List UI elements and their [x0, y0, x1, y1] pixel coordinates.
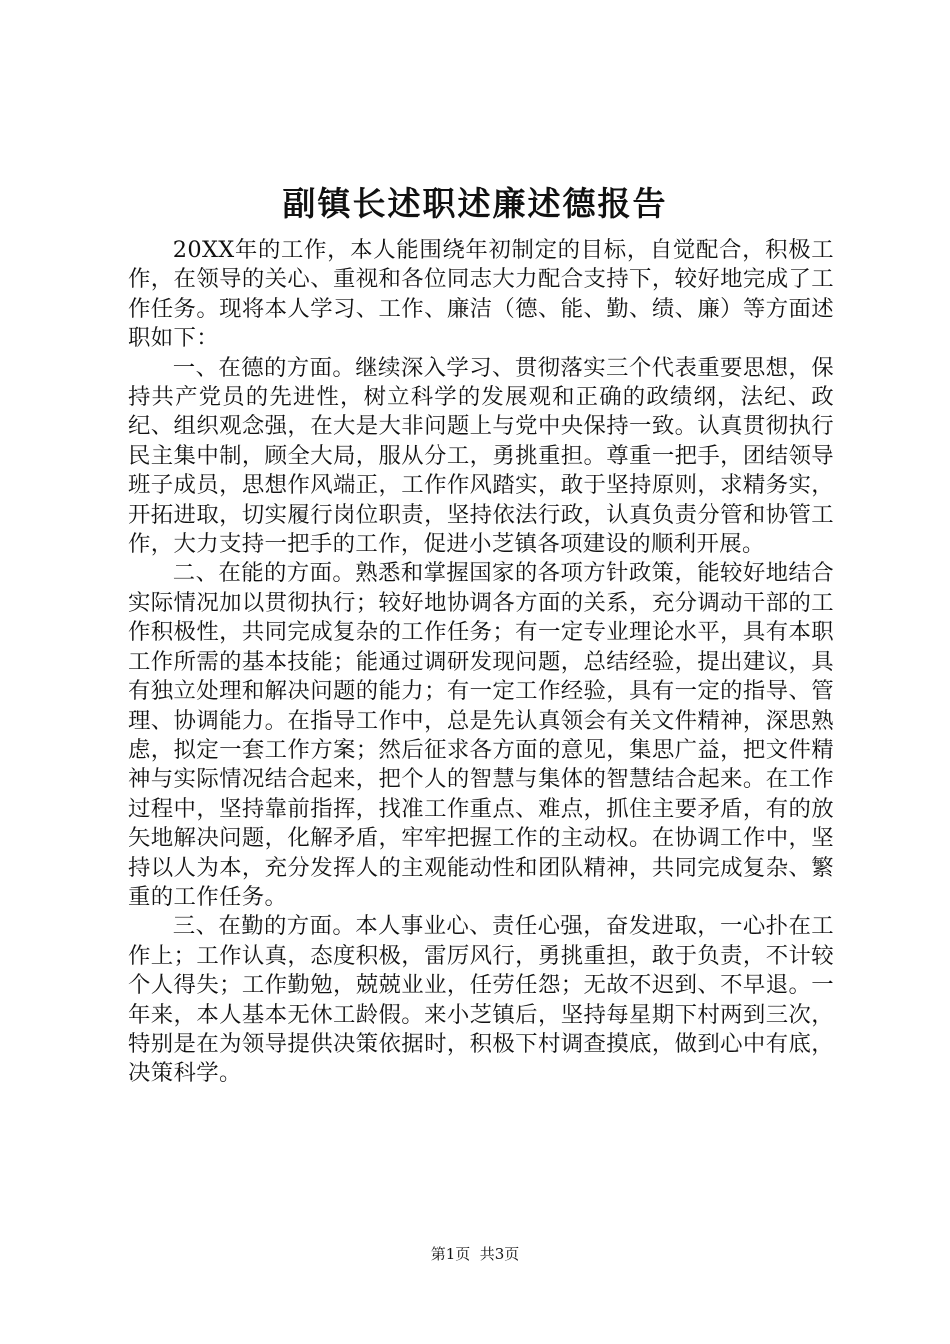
paragraph-diligence: 三、在勤的方面。本人事业心、责任心强，奋发进取，一心扑在工作上；工作认真，态度积极，雷厉风行，勇挑重担，敢于负责，不计较个人得失；工作勤勉，兢兢业业，任劳任怨；无故不迟到、不早退。一年来，本人基本无休工龄假。来小芝镇后，坚持每星期下村两到三次，特别是在为领导提供决策依据时，积极下村调查摸底，做到心中有底，决策科学。: [128, 913, 834, 1087]
page-number: 第1页 共3页: [430, 1245, 520, 1263]
page-footer: [0, 1244, 950, 1264]
document-body: [128, 236, 834, 1089]
paragraph-virtue: 一、在德的方面。继续深入学习、贯彻落实三个代表重要思想，保持共产党员的先进性，树立科学的发展观和正确的政绩纲，法纪、政纪、组织观念强，在大是大非问题上与党中央保持一致。认真贯彻执行民主集中制，顾全大局，服从分工，勇挑重担。尊重一把手，团结领导班子成员，思想作风端正，工作作风踏实，敢于坚持原则，求精务实，开拓进取，切实履行岗位职责，坚持依法行政，认真负责分管和协管工作，大力支持一把手的工作，促进小芝镇各项建设的顺利开展。: [128, 354, 834, 558]
paragraph-ability: 二、在能的方面。熟悉和掌握国家的各项方针政策，能较好地结合实际情况加以贯彻执行；较好地协调各方面的关系，充分调动干部的工作积极性，共同完成复杂的工作任务；有一定专业理论水平，具有本职工作所需的基本技能；能通过调研发现问题，总结经验，提出建议，具有独立处理和解决问题的能力；有一定工作经验，具有一定的指导、管理、协调能力。在指导工作中，总是先认真领会有关文件精神，深思熟虑，拟定一套工作方案；然后征求各方面的意见，集思广益，把文件精神与实际情况结合起来，把个人的智慧与集体的智慧结合起来。在工作过程中，坚持靠前指挥，找准工作重点、难点，抓住主要矛盾，有的放矢地解决问题，化解矛盾，牢牢把握工作的主动权。在协调工作中，坚持以人为本，充分发挥人的主观能动性和团队精神，共同完成复杂、繁重的工作任务。: [128, 560, 834, 910]
document-title: 副镇长述职述廉述德报告: [282, 184, 668, 223]
paragraph-intro: 20XX年的工作，本人能围绕年初制定的目标，自觉配合，积极工作，在领导的关心、重视和各位同志大力配合支持下，较好地完成了工作任务。现将本人学习、工作、廉洁（德、能、勤、绩、廉）等方面述职如下：: [128, 237, 834, 352]
